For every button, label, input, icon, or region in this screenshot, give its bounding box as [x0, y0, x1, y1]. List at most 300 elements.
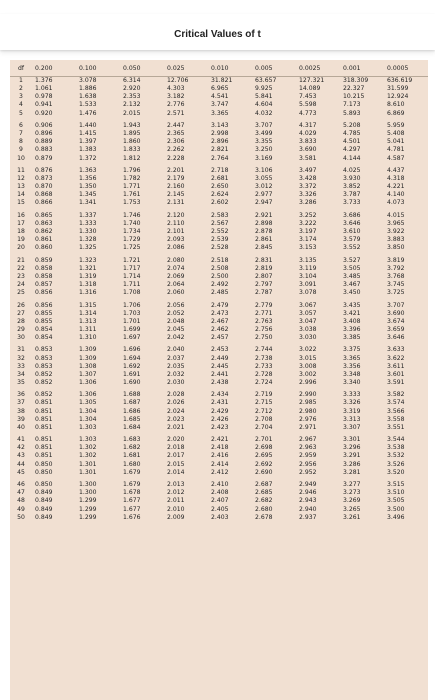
critical-value-cell: 2.724 [255, 378, 273, 386]
critical-value-cell: 4.029 [299, 130, 317, 138]
critical-value-cell: 3.496 [387, 513, 405, 521]
critical-value-cell: 1.304 [79, 415, 97, 423]
critical-value-cell: 2.552 [211, 228, 229, 236]
critical-value-cell: 1.692 [123, 362, 141, 370]
critical-value-cell: 2.262 [167, 146, 185, 154]
critical-value-cell: 10.215 [343, 93, 365, 101]
critical-value-cell: 0.860 [35, 244, 53, 252]
critical-value-cell: 4.032 [255, 109, 273, 117]
df-cell: 29 [17, 325, 25, 333]
critical-value-cell: 1.376 [35, 77, 53, 85]
table-row [10, 101, 428, 109]
header-alpha: 0.0005 [384, 60, 428, 77]
critical-value-cell: 3.510 [387, 489, 405, 497]
header-df: df [10, 60, 32, 77]
critical-value-cell: 0.858 [35, 264, 53, 272]
critical-value-cell: 0.855 [35, 309, 53, 317]
critical-value-cell: 0.873 [35, 174, 53, 182]
critical-value-cell: 3.428 [299, 174, 317, 182]
critical-value-cell: 1.886 [79, 85, 97, 93]
critical-value-cell: 0.857 [35, 281, 53, 289]
critical-value-cell: 3.707 [387, 301, 405, 309]
critical-value-cell: 1.415 [79, 130, 97, 138]
critical-value-cell: 2.418 [211, 444, 229, 452]
df-cell: 18 [17, 228, 25, 236]
table-body [10, 77, 428, 522]
critical-value-cell: 1.356 [79, 174, 97, 182]
critical-value-cell: 0.941 [35, 101, 53, 109]
critical-value-cell: 0.853 [35, 362, 53, 370]
critical-value-cell: 0.868 [35, 191, 53, 199]
table-row [10, 326, 428, 334]
critical-value-cell: 1.812 [123, 154, 141, 162]
critical-value-cell: 2.492 [211, 281, 229, 289]
critical-value-cell: 636.619 [387, 77, 413, 85]
critical-value-cell: 3.646 [387, 334, 405, 342]
critical-value-cell: 2.074 [167, 264, 185, 272]
table-header-row [10, 60, 428, 77]
critical-value-cell: 1.688 [123, 391, 141, 399]
critical-value-cell: 2.701 [255, 436, 273, 444]
critical-value-cell: 2.120 [167, 211, 185, 219]
critical-value-cell: 2.069 [167, 272, 185, 280]
critical-value-cell: 2.680 [255, 505, 273, 513]
critical-value-cell: 2.787 [255, 289, 273, 297]
table-row [10, 354, 428, 362]
critical-value-cell: 0.859 [35, 256, 53, 264]
critical-value-cell: 1.676 [123, 513, 141, 521]
critical-value-cell: 2.426 [211, 415, 229, 423]
critical-value-cell: 2.365 [167, 130, 185, 138]
critical-value-cell: 3.601 [387, 370, 405, 378]
critical-value-cell: 2.985 [299, 399, 317, 407]
critical-value-cell: 1.833 [123, 146, 141, 154]
critical-value-cell: 1.703 [123, 309, 141, 317]
df-cell: 10 [17, 154, 25, 162]
critical-value-cell: 2.861 [255, 236, 273, 244]
critical-value-cell: 2.441 [211, 370, 229, 378]
critical-value-cell: 3.015 [299, 354, 317, 362]
critical-value-cell: 3.883 [387, 236, 405, 244]
critical-value-cell: 1.895 [123, 130, 141, 138]
critical-value-cell: 6.965 [211, 85, 229, 93]
critical-value-cell: 2.228 [167, 154, 185, 162]
df-cell: 8 [19, 138, 23, 146]
critical-value-cell: 3.261 [343, 513, 361, 521]
df-cell: 42 [17, 444, 25, 452]
critical-value-cell: 3.532 [387, 452, 405, 460]
critical-value-cell: 1.746 [123, 211, 141, 219]
critical-value-cell: 1.313 [79, 317, 97, 325]
critical-value-cell: 1.771 [123, 183, 141, 191]
critical-value-cell: 3.435 [343, 301, 361, 309]
critical-value-cell: 1.476 [79, 109, 97, 117]
critical-value-cell: 1.316 [79, 289, 97, 297]
critical-value-cell: 1.696 [123, 346, 141, 354]
critical-value-cell: 3.527 [343, 256, 361, 264]
critical-value-cell: 2.719 [255, 391, 273, 399]
critical-value-cell: 2.977 [255, 191, 273, 199]
critical-value-cell: 1.782 [123, 174, 141, 182]
critical-value-cell: 1.300 [79, 481, 97, 489]
critical-value-cell: 3.291 [343, 452, 361, 460]
df-cell: 3 [19, 93, 23, 101]
df-cell: 25 [17, 289, 25, 297]
critical-value-cell: 0.854 [35, 325, 53, 333]
critical-value-cell: 3.355 [255, 138, 273, 146]
critical-value-cell: 2.567 [211, 219, 229, 227]
critical-value-cell: 2.750 [255, 334, 273, 342]
table-row [10, 273, 428, 281]
critical-value-cell: 1.717 [123, 264, 141, 272]
critical-value-cell: 0.861 [35, 236, 53, 244]
critical-value-cell: 4.140 [387, 191, 405, 199]
critical-value-cell: 1.761 [123, 191, 141, 199]
critical-value-cell: 2.023 [167, 415, 185, 423]
table-row [10, 212, 428, 220]
critical-value-cell: 2.438 [211, 378, 229, 386]
critical-value-cell: 2.020 [167, 436, 185, 444]
table-row [10, 93, 428, 101]
critical-value-cell: 3.301 [343, 436, 361, 444]
critical-value-cell: 2.017 [167, 452, 185, 460]
df-cell: 36 [17, 391, 25, 399]
critical-value-cell: 2.976 [299, 415, 317, 423]
df-cell: 30 [17, 334, 25, 342]
critical-value-cell: 1.303 [79, 423, 97, 431]
critical-value-cell: 1.328 [79, 236, 97, 244]
critical-value-cell: 2.353 [123, 93, 141, 101]
critical-value-cell: 2.776 [167, 101, 185, 109]
df-cell: 5 [19, 109, 23, 117]
critical-value-cell: 2.101 [167, 228, 185, 236]
critical-value-cell: 3.526 [387, 460, 405, 468]
critical-value-cell: 2.690 [255, 468, 273, 476]
table-row [10, 146, 428, 154]
critical-value-cell: 1.686 [123, 407, 141, 415]
critical-value-cell: 2.447 [167, 121, 185, 129]
table-row [10, 424, 428, 432]
critical-value-cell: 2.201 [167, 166, 185, 174]
critical-value-cell: 2.952 [299, 468, 317, 476]
critical-value-cell: 3.078 [299, 289, 317, 297]
critical-value-cell: 2.718 [211, 166, 229, 174]
critical-value-cell: 1.681 [123, 452, 141, 460]
critical-value-cell: 2.021 [167, 423, 185, 431]
df-cell: 38 [17, 407, 25, 415]
critical-value-cell: 2.407 [211, 497, 229, 505]
critical-value-cell: 1.699 [123, 325, 141, 333]
critical-value-cell: 1.943 [123, 121, 141, 129]
df-cell: 33 [17, 362, 25, 370]
critical-value-cell: 0.855 [35, 317, 53, 325]
critical-value-cell: 9.925 [255, 85, 273, 93]
critical-value-cell: 2.500 [211, 272, 229, 280]
critical-value-cell: 3.356 [343, 362, 361, 370]
critical-value-cell: 3.497 [299, 166, 317, 174]
critical-value-cell: 2.408 [211, 489, 229, 497]
critical-value-cell: 3.566 [387, 407, 405, 415]
df-cell: 45 [17, 468, 25, 476]
critical-value-cell: 2.845 [255, 244, 273, 252]
critical-value-cell: 2.650 [211, 183, 229, 191]
critical-value-cell: 1.301 [79, 468, 97, 476]
critical-value-cell: 2.681 [211, 174, 229, 182]
header-alpha: 0.010 [208, 60, 252, 77]
critical-value-cell: 3.505 [387, 497, 405, 505]
critical-value-cell: 2.421 [211, 436, 229, 444]
critical-value-cell: 3.273 [343, 489, 361, 497]
table-row [10, 220, 428, 228]
df-cell: 44 [17, 460, 25, 468]
critical-value-cell: 3.538 [387, 444, 405, 452]
critical-value-cell: 2.712 [255, 407, 273, 415]
critical-value-cell: 4.781 [387, 146, 405, 154]
critical-value-cell: 31.821 [211, 77, 233, 85]
df-cell: 40 [17, 423, 25, 431]
critical-value-cell: 0.851 [35, 415, 53, 423]
critical-value-cell: 0.896 [35, 130, 53, 138]
critical-value-cell: 4.785 [343, 130, 361, 138]
critical-value-cell: 2.403 [211, 513, 229, 521]
critical-value-cell: 1.683 [123, 436, 141, 444]
critical-value-cell: 2.937 [299, 513, 317, 521]
critical-value-cell: 2.831 [255, 256, 273, 264]
critical-value-cell: 2.015 [123, 109, 141, 117]
critical-value-cell: 0.856 [35, 289, 53, 297]
critical-value-cell: 3.396 [343, 325, 361, 333]
critical-value-cell: 3.690 [299, 146, 317, 154]
critical-value-cell: 3.582 [387, 391, 405, 399]
critical-value-cell: 3.313 [343, 415, 361, 423]
critical-value-cell: 2.064 [167, 281, 185, 289]
critical-value-cell: 3.135 [299, 256, 317, 264]
critical-value-cell: 3.965 [387, 219, 405, 227]
critical-value-cell: 2.687 [255, 481, 273, 489]
critical-value-cell: 0.858 [35, 272, 53, 280]
critical-value-cell: 2.028 [167, 391, 185, 399]
critical-value-cell: 2.763 [255, 317, 273, 325]
critical-value-cell: 1.337 [79, 211, 97, 219]
table-row [10, 379, 428, 387]
critical-value-cell: 12.706 [167, 77, 189, 85]
critical-value-cell: 1.300 [79, 489, 97, 497]
critical-value-cell: 0.889 [35, 138, 53, 146]
title-bar [0, 14, 435, 50]
critical-value-cell: 3.286 [299, 199, 317, 207]
table-row [10, 85, 428, 93]
critical-value-cell: 2.682 [255, 497, 273, 505]
critical-value-cell: 2.030 [167, 378, 185, 386]
header-alpha: 0.0025 [296, 60, 340, 77]
table-row [10, 301, 428, 309]
critical-value-cell: 2.878 [255, 228, 273, 236]
critical-value-cell: 2.996 [299, 378, 317, 386]
critical-value-cell: 2.728 [255, 370, 273, 378]
critical-value-cell: 4.773 [299, 109, 317, 117]
critical-value-cell: 2.010 [167, 505, 185, 513]
critical-value-cell: 2.583 [211, 211, 229, 219]
df-cell: 49 [17, 505, 25, 513]
table-row [10, 244, 428, 252]
critical-value-cell: 1.677 [123, 497, 141, 505]
critical-value-cell: 6.869 [387, 109, 405, 117]
critical-value-cell: 2.132 [123, 101, 141, 109]
table-row [10, 236, 428, 244]
critical-value-cell: 2.963 [299, 444, 317, 452]
critical-value-cell: 2.821 [211, 146, 229, 154]
critical-value-cell: 0.854 [35, 334, 53, 342]
critical-value-cell: 2.756 [255, 325, 273, 333]
df-cell: 6 [19, 121, 23, 129]
df-cell: 19 [17, 236, 25, 244]
critical-value-cell: 2.898 [255, 219, 273, 227]
critical-value-cell: 3.277 [343, 481, 361, 489]
table-row [10, 167, 428, 175]
critical-value-cell: 3.348 [343, 370, 361, 378]
critical-value-cell: 2.738 [255, 354, 273, 362]
critical-value-cell: 1.691 [123, 370, 141, 378]
critical-value-cell: 4.144 [343, 154, 361, 162]
critical-value-cell: 3.340 [343, 378, 361, 386]
critical-value-cell: 1.061 [35, 85, 53, 93]
critical-value-cell: 0.849 [35, 513, 53, 521]
critical-value-cell: 1.706 [123, 301, 141, 309]
critical-value-cell: 3.552 [343, 244, 361, 252]
critical-value-cell: 1.679 [123, 481, 141, 489]
critical-value-cell: 5.841 [255, 93, 273, 101]
critical-value-cell: 2.528 [211, 244, 229, 252]
critical-value-cell: 2.012 [167, 489, 185, 497]
critical-value-cell: 0.851 [35, 423, 53, 431]
critical-value-cell: 2.145 [167, 191, 185, 199]
df-cell: 13 [17, 183, 25, 191]
critical-value-cell: 1.319 [79, 272, 97, 280]
critical-value-cell: 3.091 [299, 281, 317, 289]
critical-value-cell: 3.106 [255, 166, 273, 174]
critical-value-cell: 22.327 [343, 85, 365, 93]
critical-value-cell: 2.037 [167, 354, 185, 362]
critical-value-cell: 2.518 [211, 256, 229, 264]
critical-value-cell: 2.013 [167, 481, 185, 489]
critical-value-cell: 12.924 [387, 93, 409, 101]
critical-value-cell: 2.896 [211, 138, 229, 146]
critical-value-cell: 1.682 [123, 444, 141, 452]
critical-value-cell: 3.467 [343, 281, 361, 289]
critical-value-cell: 3.551 [387, 423, 405, 431]
critical-value-cell: 2.024 [167, 407, 185, 415]
critical-value-cell: 2.704 [255, 423, 273, 431]
critical-value-cell: 1.301 [79, 460, 97, 468]
critical-value-cell: 6.314 [123, 77, 141, 85]
critical-value-cell: 0.852 [35, 378, 53, 386]
critical-value-cell: 1.701 [123, 317, 141, 325]
df-cell: 32 [17, 354, 25, 362]
critical-value-cell: 3.326 [343, 399, 361, 407]
critical-value-cell: 5.893 [343, 109, 361, 117]
critical-value-cell: 3.707 [255, 121, 273, 129]
critical-value-cell: 4.303 [167, 85, 185, 93]
df-cell: 43 [17, 452, 25, 460]
critical-value-cell: 2.624 [211, 191, 229, 199]
critical-value-cell: 3.143 [211, 121, 229, 129]
critical-value-cell: 2.685 [255, 489, 273, 497]
df-cell: 22 [17, 264, 25, 272]
critical-value-cell: 0.879 [35, 154, 53, 162]
table-row [10, 469, 428, 477]
df-cell: 1 [19, 77, 23, 85]
table-row [10, 408, 428, 416]
critical-value-cell: 1.325 [79, 244, 97, 252]
table-row [10, 318, 428, 326]
critical-value-cell: 2.086 [167, 244, 185, 252]
df-cell: 23 [17, 272, 25, 280]
critical-value-cell: 2.160 [167, 183, 185, 191]
critical-value-cell: 1.678 [123, 489, 141, 497]
critical-value-cell: 2.698 [255, 444, 273, 452]
table-row [10, 461, 428, 469]
df-cell: 27 [17, 309, 25, 317]
critical-value-cell: 0.851 [35, 436, 53, 444]
table-row [10, 191, 428, 199]
critical-value-cell: 0.850 [35, 460, 53, 468]
table-row [10, 289, 428, 297]
critical-value-cell: 3.307 [343, 423, 361, 431]
critical-value-cell: 1.397 [79, 138, 97, 146]
critical-value-cell: 2.473 [211, 309, 229, 317]
critical-value-cell: 3.012 [255, 183, 273, 191]
critical-value-cell: 0.862 [35, 228, 53, 236]
df-cell: 48 [17, 497, 25, 505]
critical-value-cell: 3.030 [299, 334, 317, 342]
critical-value-cell: 2.011 [167, 497, 185, 505]
critical-value-cell: 1.309 [79, 346, 97, 354]
critical-value-cell: 1.687 [123, 399, 141, 407]
critical-value-cell: 3.768 [387, 272, 405, 280]
critical-value-cell: 2.695 [255, 452, 273, 460]
df-cell: 34 [17, 370, 25, 378]
critical-value-cell: 4.587 [387, 154, 405, 162]
critical-value-cell: 3.008 [299, 362, 317, 370]
critical-value-cell: 127.321 [299, 77, 325, 85]
table-row [10, 310, 428, 318]
critical-value-cell: 1.721 [123, 256, 141, 264]
critical-value-cell: 1.310 [79, 334, 97, 342]
critical-value-cell: 2.779 [255, 301, 273, 309]
critical-value-cell: 2.462 [211, 325, 229, 333]
critical-value-cell: 2.956 [299, 460, 317, 468]
critical-value-cell: 0.849 [35, 497, 53, 505]
critical-value-cell: 4.541 [211, 93, 229, 101]
critical-value-cell: 2.431 [211, 399, 229, 407]
critical-value-cell: 3.319 [343, 407, 361, 415]
df-cell: 14 [17, 191, 25, 199]
critical-value-cell: 5.959 [387, 121, 405, 129]
df-cell: 15 [17, 199, 25, 207]
page-title: Critical Values of t [174, 28, 261, 40]
critical-value-cell: 0.852 [35, 370, 53, 378]
critical-value-cell: 3.296 [343, 444, 361, 452]
df-cell: 12 [17, 174, 25, 182]
critical-value-cell: 2.110 [167, 219, 185, 227]
header-alpha: 0.100 [76, 60, 120, 77]
table-row [10, 130, 428, 138]
critical-value-cell: 3.408 [343, 317, 361, 325]
critical-value-cell: 2.306 [167, 138, 185, 146]
critical-value-cell: 2.990 [299, 391, 317, 399]
critical-value-cell: 3.365 [343, 354, 361, 362]
df-cell: 31 [17, 346, 25, 354]
